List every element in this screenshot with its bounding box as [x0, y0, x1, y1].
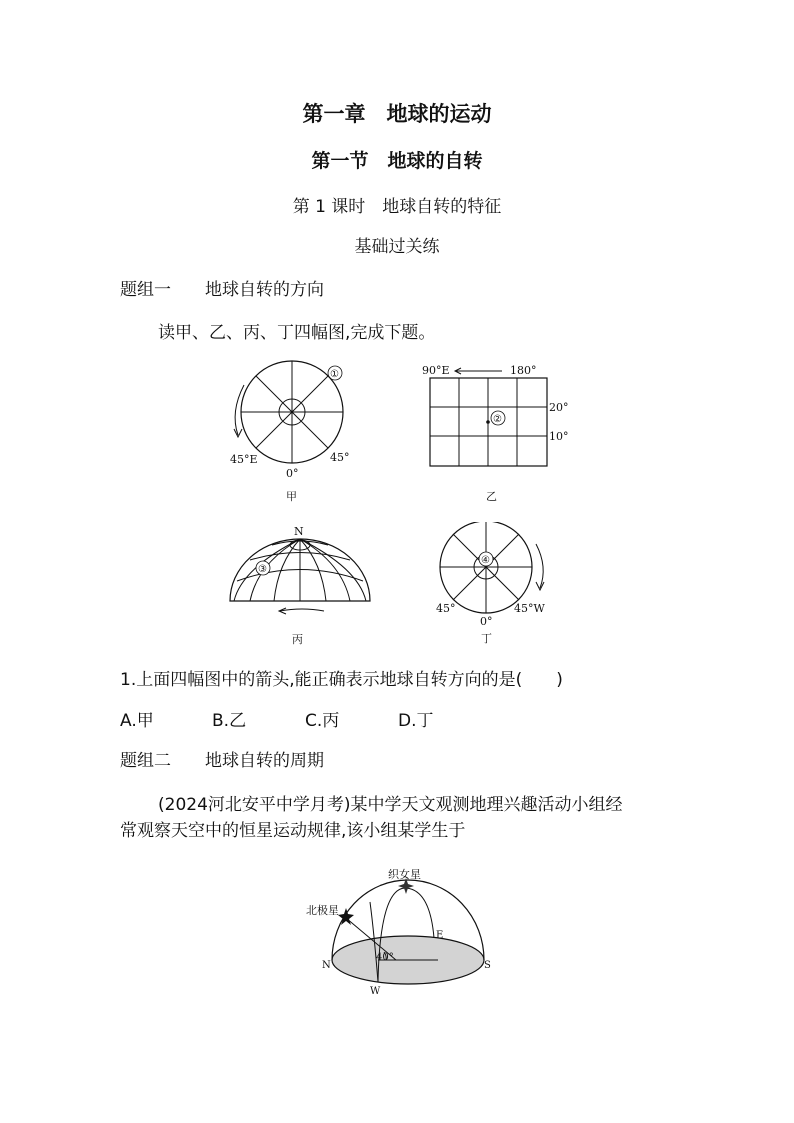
yi-caption: 乙 [486, 490, 497, 503]
chapter-title: 第一章 地球的运动 [302, 102, 492, 126]
group2-title: 题组二 地球自转的周期 [120, 751, 324, 771]
question1-stem: 1.上面四幅图中的箭头,能正确表示地球自转方向的是( ) [120, 670, 563, 690]
bing-marker: ③ [258, 564, 267, 575]
jia-marker: ① [330, 369, 339, 380]
yi-right-upper: 20° [549, 401, 569, 414]
group2-passage-line2: 常观察天空中的恒星运动规律,该小组某学生于 [120, 821, 466, 841]
ding-marker: ④ [481, 555, 490, 566]
north-label: N [322, 960, 331, 971]
polaris-label: 北极星 [306, 904, 339, 917]
jia-left-label: 45°E [230, 453, 258, 466]
yi-top-right: 180° [510, 364, 537, 377]
figure-ding [430, 522, 560, 647]
lesson-title: 第 1 课时 地球自转的特征 [292, 197, 502, 217]
west-label: W [370, 986, 381, 997]
jia-bottom-label: 0° [286, 467, 299, 480]
bing-caption: 丙 [292, 633, 303, 646]
option-d[interactable]: D.丁 [398, 711, 434, 731]
figure-yi [420, 360, 580, 505]
south-label: S [484, 960, 491, 971]
bing-pole: N [294, 525, 304, 538]
group1-title: 题组一 地球自转的方向 [120, 280, 324, 300]
section-title: 第一节 地球的自转 [311, 150, 483, 172]
yi-top-left: 90°E [422, 364, 450, 377]
ding-left-label: 45° [436, 602, 456, 615]
jia-right-label: 45° [330, 451, 350, 464]
option-c[interactable]: C.丙 [305, 711, 340, 731]
group2-passage-line1: (2024河北安平中学月考)某中学天文观测地理兴趣活动小组经 [158, 795, 623, 815]
ding-right-label: 45°W [514, 602, 545, 615]
yi-right-lower: 10° [549, 430, 569, 443]
option-a[interactable]: A.甲 [120, 711, 154, 731]
group1-intro: 读甲、乙、丙、丁四幅图,完成下题。 [158, 323, 436, 343]
figure-bing [222, 523, 382, 648]
east-label: E [436, 930, 444, 941]
angle-label: 40° [376, 952, 394, 963]
ding-bottom-label: 0° [480, 615, 493, 628]
yi-marker: ② [493, 414, 502, 425]
jia-caption: 甲 [286, 490, 297, 503]
vega-label: 织女星 [388, 868, 421, 881]
practice-title: 基础过关练 [354, 237, 440, 257]
option-b[interactable]: B.乙 [212, 711, 247, 731]
figure-jia [220, 355, 360, 505]
sky-figure [300, 862, 500, 1002]
ding-caption: 丁 [481, 632, 492, 645]
